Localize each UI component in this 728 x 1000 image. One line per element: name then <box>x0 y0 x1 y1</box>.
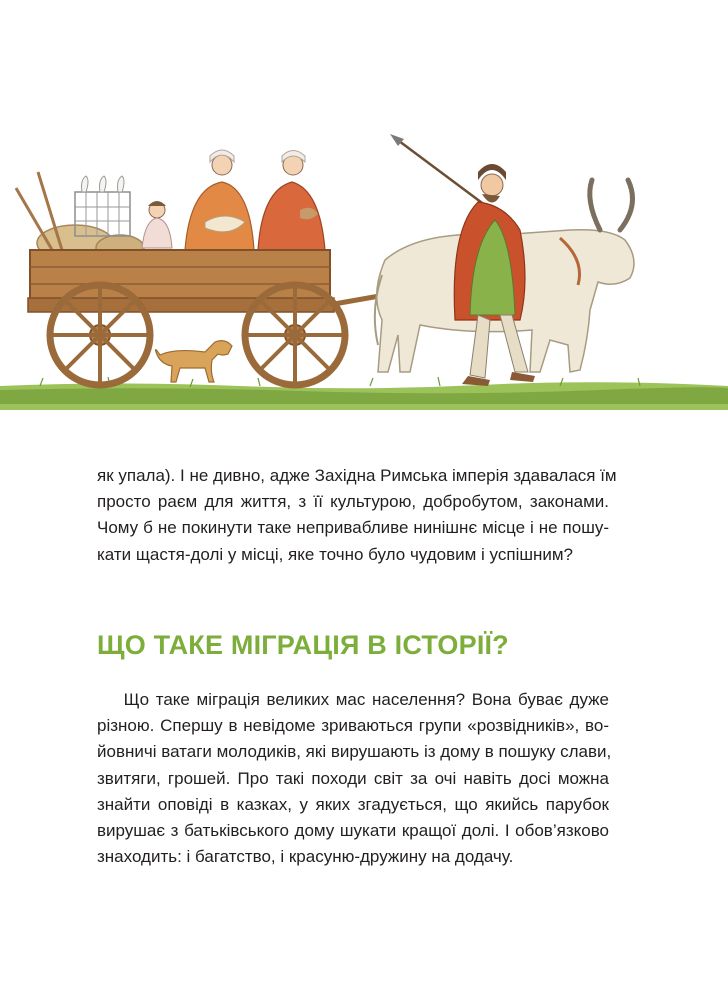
body-line: знаходить: і багатство, і красуню-дружину на додачу. <box>97 847 514 867</box>
body-line: знайти оповіді в казках, у яких згадується, що якийсь парубок <box>97 794 609 814</box>
child-figure <box>142 201 172 248</box>
body-paragraph <box>97 687 612 870</box>
cart-wheel-right <box>245 285 345 385</box>
dog-figure <box>156 341 233 382</box>
intro-line: як упала). І не дивно, адже Західна Римська імперія здавалася їм <box>97 466 617 485</box>
body-line: Що таке міграція великих мас населення? Вона буває дуже <box>97 690 609 709</box>
intro-line: Чому б не покинути таке непривабливе нинішнє місце і не пошу- <box>97 518 609 538</box>
section-heading: ЩО ТАКЕ МІГРАЦІЯ В ІСТОРІЇ? <box>97 630 509 660</box>
body-line: йовничі ватаги молодиків, які вирушають із дому в пошуку слави, <box>97 742 612 762</box>
woman-figure <box>185 150 254 250</box>
elder-woman-figure <box>258 151 325 251</box>
intro-line: просто раєм для життя, з її культурою, добробутом, законами. <box>97 492 609 512</box>
body-line: різною. Спершу в невідоме зриваються групи «розвідників», во- <box>97 716 609 736</box>
body-line: звитяги, грошей. Про такі походи світ за очі навіть досі можна <box>97 768 609 788</box>
intro-line: кати щастя-долі у місці, яке точно було чудовим і успішним? <box>97 544 574 564</box>
cart-wheel-left <box>50 285 150 385</box>
migration-cart-illustration <box>0 110 728 420</box>
intro-paragraph <box>97 463 617 568</box>
body-line: вирушає з батьківського дому шукати кращої долі. І обов’язково <box>97 821 609 841</box>
